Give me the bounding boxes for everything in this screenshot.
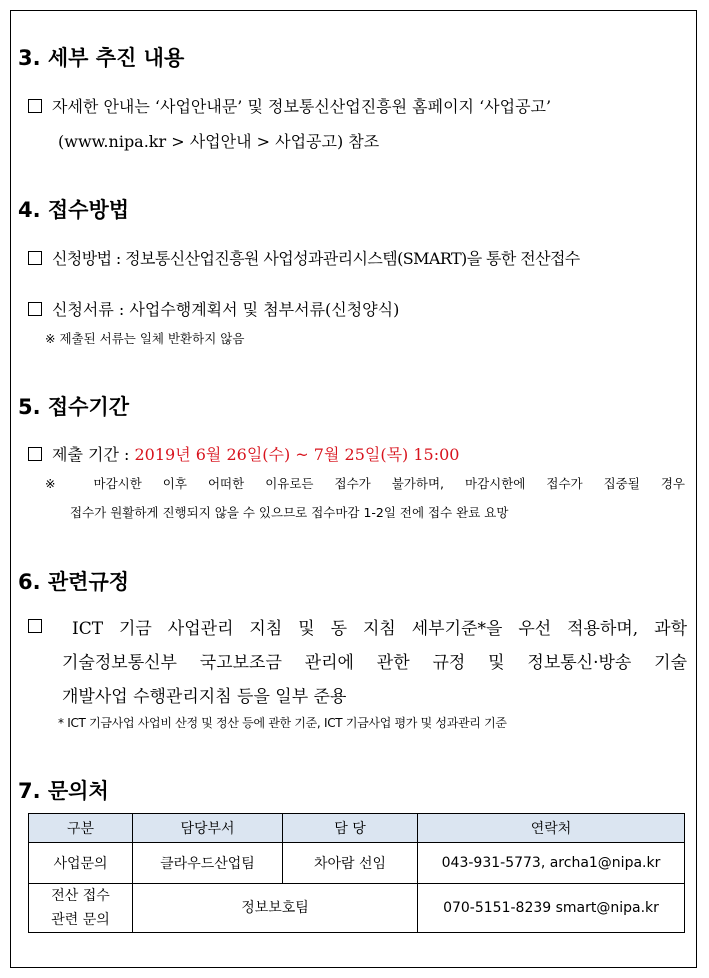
sec6-line-2 [62, 648, 687, 673]
section-7-heading: 7. 문의처 [18, 779, 109, 803]
contact-table [28, 813, 685, 933]
row2-contact: 070-5151-8239 smart@nipa.kr [418, 884, 685, 933]
section-6-heading: 6. 관련규정 [18, 570, 130, 594]
row2-category-line-2: 관련 문의 [51, 912, 110, 928]
row1-department: 클라우드산업팀 [133, 843, 283, 884]
row1-contact: 043-931-5773, archa1@nipa.kr [418, 843, 685, 884]
sec5-item [28, 442, 459, 465]
table-header-row [29, 814, 685, 843]
sec5-note-line-1-text: ※ 마감시한 이후 어떠한 이유로든 접수가 불가하며, 마감시한에 접수가 집중될 경우 [45, 476, 685, 491]
section-3-heading: 3. 세부 추진 내용 [18, 46, 185, 70]
header-department: 담당부서 [133, 814, 283, 843]
sec4-item-2-text: 신청서류 : 사업수행계획서 및 첨부서류(신청양식) [52, 300, 400, 319]
sec4-note: ※ 제출된 서류는 일체 반환하지 않음 [45, 331, 245, 346]
section-4-heading: 4. 접수방법 [18, 198, 130, 222]
sec3-item-1-line-2: (www.nipa.kr > 사업안내 > 사업공고) 참조 [58, 132, 380, 151]
submission-period-value: 2019년 6월 26일(수) ~ 7월 25일(목) 15:00 [134, 445, 460, 464]
checkbox-square-icon [28, 447, 42, 461]
checkbox-square-icon [28, 99, 42, 113]
row1-category: 사업문의 [29, 843, 133, 884]
sec5-note-line-2: 접수가 원활하게 진행되지 않을 수 있으므로 접수마감 1-2일 전에 접수 완료 요망 [70, 505, 509, 520]
sec3-item-1-line-1 [28, 94, 551, 117]
sec4-item-1 [28, 246, 580, 269]
header-contact: 연락처 [418, 814, 685, 843]
row2-department: 정보보호팀 [133, 884, 418, 933]
sec5-item-label: 제출 기간 : [52, 445, 135, 464]
sec5-note-line-1 [45, 474, 685, 492]
sec3-item-1-text: 자세한 안내는 ‘사업안내문’ 및 정보통신산업진흥원 홈페이지 ‘사업공고’ [52, 97, 552, 116]
checkbox-square-icon [28, 251, 42, 265]
checkbox-square-icon [28, 302, 42, 316]
row1-person: 차아람 선임 [283, 843, 418, 884]
sec6-line-1-text: ICT 기금 사업관리 지침 및 동 지침 세부기준*을 우선 적용하며, 과학 [72, 619, 687, 639]
header-person: 담 당 [283, 814, 418, 843]
section-5-heading: 5. 접수기간 [18, 395, 130, 419]
table-row [29, 884, 685, 933]
row2-category-line-1: 전산 접수 [51, 888, 110, 904]
checkbox-square-icon [28, 619, 42, 633]
sec4-item-2 [28, 297, 399, 320]
header-category: 구분 [29, 814, 133, 843]
table-row [29, 843, 685, 884]
row2-category [29, 884, 133, 933]
sec6-line-3: 개발사업 수행관리지침 등을 일부 준용 [62, 687, 347, 707]
sec6-line-1 [72, 614, 687, 639]
sec6-footnote: * ICT 기금사업 사업비 산정 및 정산 등에 관한 기준, ICT 기금사업 평가 및 성과관리 기준 [58, 716, 507, 730]
sec4-item-1-text: 신청방법 : 정보통신산업진흥원 사업성과관리시스템(SMART)을 통한 전산접수 [52, 249, 580, 268]
sec6-line-2-text: 기술정보통신부 국고보조금 관리에 관한 규정 및 정보통신·방송 기술 [62, 653, 687, 673]
